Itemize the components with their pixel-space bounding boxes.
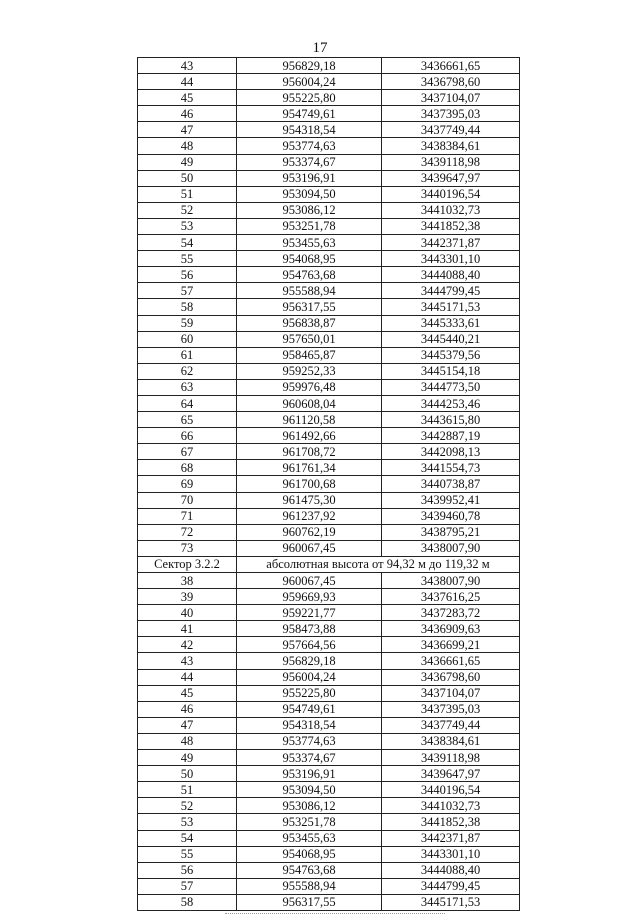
point-number: 43 <box>138 58 237 74</box>
coordinate-x: 956004,24 <box>237 669 382 685</box>
coordinate-y: 3443301,10 <box>382 846 520 862</box>
point-number: 45 <box>138 685 237 701</box>
table-row <box>138 186 520 202</box>
point-number: 65 <box>138 412 237 428</box>
coordinate-y: 3445171,53 <box>382 894 520 910</box>
table-row <box>138 589 520 605</box>
coordinate-y: 3437749,44 <box>382 122 520 138</box>
point-number: 62 <box>138 363 237 379</box>
point-number: 66 <box>138 428 237 444</box>
point-number: 73 <box>138 540 237 556</box>
table-row <box>138 637 520 653</box>
coordinate-y: 3442371,87 <box>382 235 520 251</box>
table-row <box>138 154 520 170</box>
point-number: 45 <box>138 90 237 106</box>
coordinate-y: 3437749,44 <box>382 717 520 733</box>
coordinate-y: 3438384,61 <box>382 733 520 749</box>
coordinate-x: 953086,12 <box>237 798 382 814</box>
section-2-body <box>138 573 520 911</box>
table-row <box>138 750 520 766</box>
coordinate-y: 3440738,87 <box>382 476 520 492</box>
point-number: 69 <box>138 476 237 492</box>
point-number: 72 <box>138 524 237 540</box>
point-number: 47 <box>138 717 237 733</box>
table-row <box>138 460 520 476</box>
table-row <box>138 138 520 154</box>
point-number: 50 <box>138 170 237 186</box>
point-number: 67 <box>138 444 237 460</box>
coordinate-y: 3439647,97 <box>382 170 520 186</box>
coordinates-table <box>137 57 520 911</box>
section-1-body <box>138 58 520 557</box>
point-number: 63 <box>138 379 237 395</box>
coordinate-y: 3437104,07 <box>382 685 520 701</box>
point-number: 49 <box>138 154 237 170</box>
table-row <box>138 283 520 299</box>
table-row <box>138 476 520 492</box>
coordinate-x: 954318,54 <box>237 122 382 138</box>
coordinate-y: 3444253,46 <box>382 395 520 411</box>
point-number: 60 <box>138 331 237 347</box>
table-row <box>138 766 520 782</box>
coordinate-x: 955225,80 <box>237 685 382 701</box>
point-number: 56 <box>138 862 237 878</box>
table-row <box>138 218 520 234</box>
coordinate-x: 961120,58 <box>237 412 382 428</box>
table-row <box>138 830 520 846</box>
table-row <box>138 685 520 701</box>
coordinate-x: 956838,87 <box>237 315 382 331</box>
table-row <box>138 331 520 347</box>
point-number: 71 <box>138 508 237 524</box>
coordinate-x: 953251,78 <box>237 814 382 830</box>
point-number: 57 <box>138 283 237 299</box>
table-row <box>138 605 520 621</box>
point-number: 70 <box>138 492 237 508</box>
coordinate-y: 3436798,60 <box>382 669 520 685</box>
coordinate-x: 954068,95 <box>237 251 382 267</box>
point-number: 53 <box>138 814 237 830</box>
coordinate-x: 955588,94 <box>237 283 382 299</box>
point-number: 39 <box>138 589 237 605</box>
coordinate-y: 3438007,90 <box>382 573 520 589</box>
table-row <box>138 862 520 878</box>
coordinate-x: 956317,55 <box>237 299 382 315</box>
point-number: 48 <box>138 733 237 749</box>
table-row <box>138 894 520 910</box>
point-number: 50 <box>138 766 237 782</box>
coordinate-x: 957650,01 <box>237 331 382 347</box>
coordinate-y: 3444088,40 <box>382 267 520 283</box>
coordinate-x: 955588,94 <box>237 878 382 894</box>
coordinate-x: 956004,24 <box>237 74 382 90</box>
coordinate-y: 3436798,60 <box>382 74 520 90</box>
coordinate-x: 953196,91 <box>237 766 382 782</box>
coordinate-x: 959221,77 <box>237 605 382 621</box>
coordinate-y: 3439118,98 <box>382 154 520 170</box>
table-row <box>138 395 520 411</box>
coordinate-y: 3444773,50 <box>382 379 520 395</box>
point-number: 52 <box>138 202 237 218</box>
coordinate-x: 961492,66 <box>237 428 382 444</box>
point-number: 46 <box>138 106 237 122</box>
table-row <box>138 653 520 669</box>
coordinate-x: 954068,95 <box>237 846 382 862</box>
table-row <box>138 492 520 508</box>
point-number: 42 <box>138 637 237 653</box>
coordinate-y: 3441032,73 <box>382 798 520 814</box>
table-row <box>138 90 520 106</box>
table-row <box>138 74 520 90</box>
coordinate-x: 954763,68 <box>237 267 382 283</box>
coordinate-x: 953455,63 <box>237 235 382 251</box>
table-row <box>138 412 520 428</box>
table-row <box>138 363 520 379</box>
coordinate-x: 953374,67 <box>237 750 382 766</box>
coordinate-x: 959976,48 <box>237 379 382 395</box>
point-number: 47 <box>138 122 237 138</box>
point-number: 61 <box>138 347 237 363</box>
sector-description: абсолютная высота от 94,32 м до 119,32 м <box>237 556 520 572</box>
coordinate-x: 961708,72 <box>237 444 382 460</box>
coordinate-y: 3442098,13 <box>382 444 520 460</box>
point-number: 64 <box>138 395 237 411</box>
coordinate-x: 953196,91 <box>237 170 382 186</box>
coordinate-x: 953251,78 <box>237 218 382 234</box>
coordinate-x: 953774,63 <box>237 733 382 749</box>
coordinate-x: 953374,67 <box>237 154 382 170</box>
point-number: 55 <box>138 846 237 862</box>
coordinate-y: 3437395,03 <box>382 701 520 717</box>
point-number: 51 <box>138 782 237 798</box>
page-number: 17 <box>312 40 328 56</box>
table-row <box>138 878 520 894</box>
point-number: 40 <box>138 605 237 621</box>
table-row <box>138 267 520 283</box>
coordinate-y: 3439460,78 <box>382 508 520 524</box>
coordinate-x: 953774,63 <box>237 138 382 154</box>
coordinate-y: 3443615,80 <box>382 412 520 428</box>
point-number: 58 <box>138 894 237 910</box>
point-number: 54 <box>138 830 237 846</box>
coordinate-y: 3440196,54 <box>382 186 520 202</box>
table-row <box>138 235 520 251</box>
coordinate-x: 953455,63 <box>237 830 382 846</box>
coordinate-y: 3437616,25 <box>382 589 520 605</box>
coordinate-y: 3439647,97 <box>382 766 520 782</box>
table-row <box>138 251 520 267</box>
coordinate-y: 3439118,98 <box>382 750 520 766</box>
point-number: 56 <box>138 267 237 283</box>
coordinate-x: 956829,18 <box>237 653 382 669</box>
table-row <box>138 58 520 74</box>
coordinate-x: 961700,68 <box>237 476 382 492</box>
coordinate-y: 3445154,18 <box>382 363 520 379</box>
coordinate-y: 3442887,19 <box>382 428 520 444</box>
table-row <box>138 814 520 830</box>
coordinate-x: 960762,19 <box>237 524 382 540</box>
coordinate-x: 960608,04 <box>237 395 382 411</box>
coordinate-x: 961237,92 <box>237 508 382 524</box>
coordinate-y: 3441852,38 <box>382 814 520 830</box>
coordinate-y: 3443301,10 <box>382 251 520 267</box>
table-row <box>138 170 520 186</box>
point-number: 58 <box>138 299 237 315</box>
table-row <box>138 540 520 556</box>
coordinate-y: 3438795,21 <box>382 524 520 540</box>
point-number: 54 <box>138 235 237 251</box>
point-number: 44 <box>138 669 237 685</box>
coordinate-y: 3436909,63 <box>382 621 520 637</box>
coordinate-y: 3441032,73 <box>382 202 520 218</box>
coordinate-x: 960067,45 <box>237 540 382 556</box>
coordinate-x: 954763,68 <box>237 862 382 878</box>
table-row <box>138 315 520 331</box>
coordinate-x: 953086,12 <box>237 202 382 218</box>
coordinate-y: 3438384,61 <box>382 138 520 154</box>
point-number: 48 <box>138 138 237 154</box>
coordinate-y: 3441852,38 <box>382 218 520 234</box>
table-row <box>138 122 520 138</box>
coordinate-y: 3436661,65 <box>382 58 520 74</box>
table-row <box>138 846 520 862</box>
table-row <box>138 573 520 589</box>
point-number: 68 <box>138 460 237 476</box>
table-row <box>138 106 520 122</box>
coordinate-y: 3442371,87 <box>382 830 520 846</box>
table-row <box>138 733 520 749</box>
coordinate-x: 959669,93 <box>237 589 382 605</box>
point-number: 46 <box>138 701 237 717</box>
sector-header-row <box>138 556 520 572</box>
point-number: 52 <box>138 798 237 814</box>
coordinate-x: 954318,54 <box>237 717 382 733</box>
coordinate-x: 955225,80 <box>237 90 382 106</box>
footer-dotted-line <box>225 913 445 914</box>
table-row <box>138 347 520 363</box>
coordinate-y: 3440196,54 <box>382 782 520 798</box>
coordinate-x: 957664,56 <box>237 637 382 653</box>
coordinate-y: 3437283,72 <box>382 605 520 621</box>
coordinate-x: 953094,50 <box>237 782 382 798</box>
table-row <box>138 701 520 717</box>
coordinate-x: 958465,87 <box>237 347 382 363</box>
table-row <box>138 717 520 733</box>
point-number: 55 <box>138 251 237 267</box>
coordinate-y: 3437395,03 <box>382 106 520 122</box>
point-number: 57 <box>138 878 237 894</box>
table-row <box>138 379 520 395</box>
coordinate-y: 3439952,41 <box>382 492 520 508</box>
point-number: 41 <box>138 621 237 637</box>
point-number: 51 <box>138 186 237 202</box>
table-row <box>138 428 520 444</box>
coordinate-x: 954749,61 <box>237 701 382 717</box>
coordinate-y: 3445379,56 <box>382 347 520 363</box>
coordinate-x: 959252,33 <box>237 363 382 379</box>
coordinate-x: 956829,18 <box>237 58 382 74</box>
table-row <box>138 669 520 685</box>
point-number: 44 <box>138 74 237 90</box>
sector-header-body <box>138 556 520 572</box>
coordinate-y: 3441554,73 <box>382 460 520 476</box>
point-number: 59 <box>138 315 237 331</box>
coordinate-x: 953094,50 <box>237 186 382 202</box>
table-row <box>138 444 520 460</box>
table-row <box>138 202 520 218</box>
coordinate-y: 3444799,45 <box>382 878 520 894</box>
coordinate-y: 3444799,45 <box>382 283 520 299</box>
point-number: 53 <box>138 218 237 234</box>
coordinate-y: 3437104,07 <box>382 90 520 106</box>
coordinate-y: 3436699,21 <box>382 637 520 653</box>
table-row <box>138 299 520 315</box>
coordinate-y: 3445333,61 <box>382 315 520 331</box>
coordinate-y: 3445171,53 <box>382 299 520 315</box>
point-number: 43 <box>138 653 237 669</box>
coordinate-y: 3445440,21 <box>382 331 520 347</box>
point-number: 38 <box>138 573 237 589</box>
coordinate-x: 954749,61 <box>237 106 382 122</box>
table-row <box>138 524 520 540</box>
sector-name: Сектор 3.2.2 <box>138 556 237 572</box>
coordinate-x: 961761,34 <box>237 460 382 476</box>
table-row <box>138 508 520 524</box>
coordinate-y: 3438007,90 <box>382 540 520 556</box>
coordinate-y: 3436661,65 <box>382 653 520 669</box>
table-row <box>138 798 520 814</box>
coordinate-x: 960067,45 <box>237 573 382 589</box>
coordinate-y: 3444088,40 <box>382 862 520 878</box>
table-row <box>138 782 520 798</box>
point-number: 49 <box>138 750 237 766</box>
coordinate-x: 956317,55 <box>237 894 382 910</box>
table-row <box>138 621 520 637</box>
coordinate-x: 958473,88 <box>237 621 382 637</box>
coordinate-x: 961475,30 <box>237 492 382 508</box>
